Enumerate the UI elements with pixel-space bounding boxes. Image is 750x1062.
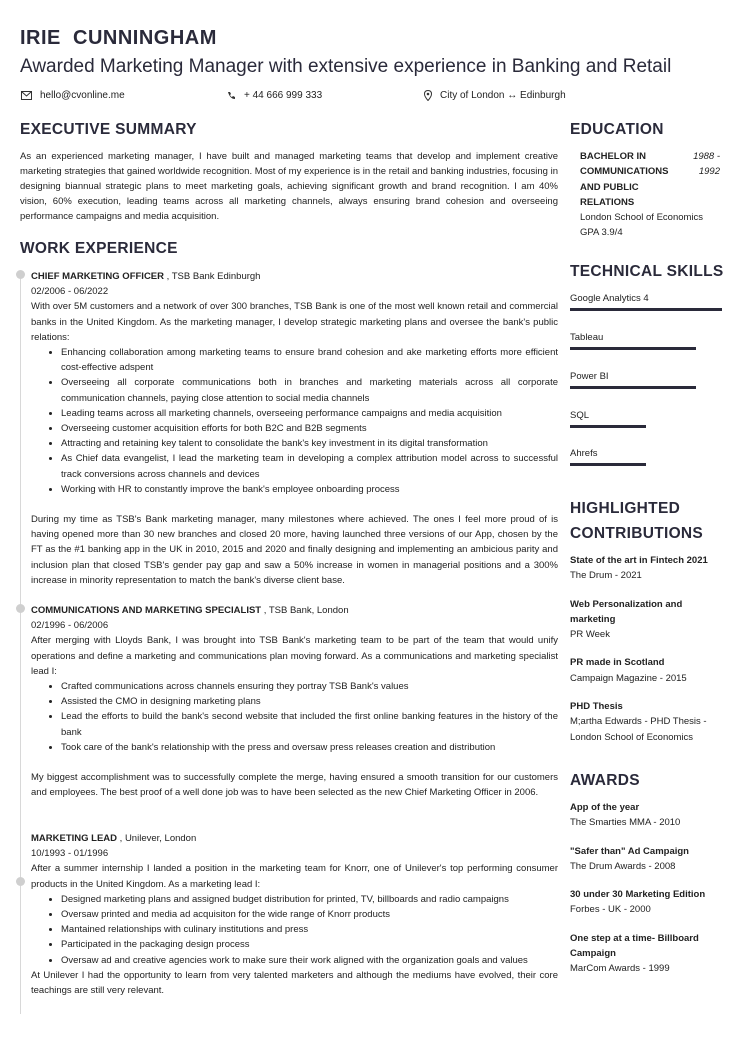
job-company: , TSB Bank, London	[261, 605, 349, 616]
email-icon	[21, 91, 32, 100]
skill-level-bar	[570, 386, 696, 389]
skill-level-bar	[570, 347, 696, 350]
contribution-title: State of the art in Fintech 2021	[570, 555, 708, 566]
contribution-detail: Campaign Magazine - 2015	[570, 672, 687, 684]
job-intro: After merging with Lloyds Bank, I was brought into TSB Bank's marketing team to be part of the team that would unify operations and define a marketing and communications plan moving forward. As a communications and marketing specialist lead I:	[31, 635, 558, 677]
award-detail: Forbes - UK - 2000	[570, 904, 651, 916]
job-company: , Unilever, London	[117, 833, 197, 844]
contribution-title: PHD Thesis	[570, 701, 623, 713]
list-item: • Mantained relationships with culinary institutions and press	[61, 922, 558, 937]
awards-list	[570, 800, 740, 990]
list-item: • Oversaw ad and creative agencies work to make sure their work aligned with the organization goals and values	[61, 953, 558, 968]
award-detail: The Drum Awards - 2008	[570, 860, 676, 872]
contributions-heading-line1: HIGHLIGHTED	[570, 500, 681, 517]
skill-name: Tableau	[570, 332, 604, 343]
award-title: App of the year	[570, 802, 640, 813]
job-outro: At Unilever I had the opportunity to learn from very talented marketers and although the mediums have evolved, their core teachings are still very relevant.	[31, 969, 558, 997]
job-dates: 02/2006 - 06/2022	[31, 286, 109, 298]
technical-skills-heading: TECHNICAL SKILLS	[570, 263, 724, 280]
contributions-heading-line2: CONTRIBUTIONS	[570, 525, 704, 542]
contact-phone	[227, 90, 322, 101]
job-bullets	[31, 679, 558, 755]
list-item: • Overseeing customer acquisition efforts for both B2C and B2B segments	[61, 421, 558, 436]
awards-heading: AWARDS	[570, 772, 640, 789]
executive-summary-text: As an experienced marketing manager, I have built and managed marketing teams that develop and implement creative marketing strategies that gained worldwide recognition. Most of my experience is in the retail and banking industries, focusing in designing biannual strategic plans to meet marketing goals, achieving significant growth and brand recognition. I am 40% vision, 60% execution, leading teams across all marketing channels, always ensuring brand cohesion and overseeing performance campaigns and media acquisition.	[20, 151, 558, 222]
contribution-title: Web Personalization and marketing	[570, 598, 683, 625]
list-item: • Attracting and retaining key talent to consolidate the bank's key investment in its digital transformation	[61, 436, 558, 451]
list-item: • Working with HR to constantly improve the bank's employee onboarding process	[61, 482, 558, 497]
job-entry	[31, 269, 558, 588]
contribution-detail: The Drum - 2021	[570, 570, 642, 582]
award-detail: MarCom Awards - 1999	[570, 963, 670, 975]
gpa: GPA 3.9/4	[580, 227, 623, 239]
email-text[interactable]: hello@cvonline.me	[40, 90, 125, 101]
job-title: CHIEF MARKETING OFFICER	[31, 271, 164, 282]
education-entry	[580, 149, 720, 241]
contact-email	[21, 90, 125, 101]
list-item: • As Chief data evangelist, I lead the marketing team in developing a complex attribution model across to successful track conversions across channels and devices	[61, 451, 558, 481]
job-title: MARKETING LEAD	[31, 833, 118, 844]
degree-title: BACHELOR IN COMMUNICATIONS AND PUBLIC RELATIONS	[580, 151, 669, 208]
phone-text[interactable]: + 44 666 999 333	[244, 90, 323, 101]
phone-icon	[227, 91, 236, 100]
list-item	[570, 887, 740, 918]
contribution-detail: M;artha Edwards - PHD Thesis - London School of Economics	[570, 716, 707, 743]
skill-name: Google Analytics 4	[570, 293, 649, 304]
school-name: London School of Economics	[580, 212, 704, 224]
work-experience-heading: WORK EXPERIENCE	[20, 240, 178, 257]
list-item	[570, 931, 740, 977]
degree-dates: 1988 - 1992	[693, 151, 720, 178]
timeline-line	[20, 272, 21, 1014]
job-dates: 02/1996 - 06/2006	[31, 620, 109, 632]
job-intro: After a summer internship I landed a position in the marketing team for Knorr, one of Unilever's top performing consumer products in the United Kingdom. As a marketing lead I:	[31, 863, 558, 890]
list-item: • Crafted communications across channels ensuring they portray TSB Bank's values	[61, 679, 558, 694]
list-item	[570, 597, 740, 643]
job-title: COMMUNICATIONS AND MARKETING SPECIALIST	[31, 605, 262, 616]
education-heading: EDUCATION	[570, 121, 664, 138]
job-intro: With over 5M customers and a network of over 300 branches, TSB Bank is one of the most well known retail and commercial banks in the United Kingdom. As the marketing manager, I develop strategic marketing plans and oversee the bank's public relations:	[31, 301, 558, 343]
list-item	[570, 844, 740, 875]
job-dates: 10/1993 - 01/1996	[31, 848, 109, 860]
job-entry	[31, 831, 558, 998]
job-bullets	[31, 345, 558, 497]
skill-level-bar	[570, 425, 646, 428]
job-company: , TSB Bank Edinburgh	[164, 271, 261, 282]
job-entry	[31, 603, 558, 800]
contributions-list	[570, 553, 740, 758]
award-detail: The Smarties MMA - 2010	[570, 817, 681, 829]
timeline-dot	[16, 270, 25, 279]
job-outro: During my time as TSB's Bank marketing manager, many milestones where achieved. The ones I feel more proud of is having opened more than 30 new branches and closed 20 more, having launched three versions of our App, chosen by the FT as the #1 banking app in the UK in 2010, 2015 and 2020 and finally designing and implementing an ambicious parity and inclusion plan that closed TSB's gender pay gap and saw a 50% increase in women in managerial positions and a 300% increase in minority representation to match the bank's diverse client base.	[31, 514, 558, 586]
contact-location	[424, 90, 566, 101]
skill-level-bar	[570, 308, 722, 311]
candidate-name: IRIE CUNNINGHAM	[20, 27, 217, 49]
skill-name: Power BI	[570, 371, 609, 382]
job-bullets	[31, 892, 558, 968]
list-item: • Participated in the packaging design process	[61, 937, 558, 952]
list-item: • Enhancing collaboration among marketing teams to ensure brand cohesion and ake marketing efforts more efficient cost-effective adspent	[61, 345, 558, 375]
contribution-detail: PR Week	[570, 629, 610, 641]
skill-level-bar	[570, 463, 646, 466]
list-item: • Overseeing all corporate communications both in branches and marketing materials across all corporate communication channels, paying close attention to social media channels	[61, 375, 558, 405]
award-title: One step at a time- Billboard Campaign	[570, 932, 699, 960]
list-item: • Took care of the bank's relationship with the press and oversaw press releases creation and distribution	[61, 740, 558, 755]
list-item: • Designed marketing plans and assigned budget distribution for printed, TV, billboards and radio campaigns	[61, 892, 558, 907]
award-title: 30 under 30 Marketing Edition	[570, 889, 706, 901]
location-pin-icon	[424, 90, 432, 101]
list-item	[570, 800, 740, 831]
list-item: • Leading teams across all marketing channels, overseeing performance campaigns and media acquisition	[61, 406, 558, 421]
skill-name: Ahrefs	[570, 448, 598, 459]
list-item	[570, 553, 740, 584]
contribution-title: PR made in Scotland	[570, 657, 665, 669]
location-text: City of London ↔ Edinburgh	[440, 90, 566, 101]
timeline-dot	[16, 604, 25, 613]
list-item	[570, 655, 740, 686]
list-item	[570, 699, 740, 745]
timeline-dot	[16, 877, 25, 886]
skill-name: SQL	[570, 410, 590, 421]
list-item: • Assisted the CMO in designing marketing plans	[61, 694, 558, 709]
executive-summary-heading: EXECUTIVE SUMMARY	[20, 121, 197, 138]
list-item: • Lead the efforts to build the bank's second website that included the first online banking features in the history of the bank	[61, 709, 558, 739]
job-outro: My biggest accomplishment was to successfully complete the merge, having ensured a smooth transition for our customers and employees. The best proof of a well done job was to have been selected as the new Chief Marketing Officer in 2006.	[31, 772, 558, 799]
list-item: • Oversaw printed and media ad acquisiton for the wide range of Knorr products	[61, 907, 558, 922]
headline: Awarded Marketing Manager with extensive experience in Banking and Retail	[20, 56, 672, 77]
award-title: "Safer than" Ad Campaign	[570, 845, 689, 857]
